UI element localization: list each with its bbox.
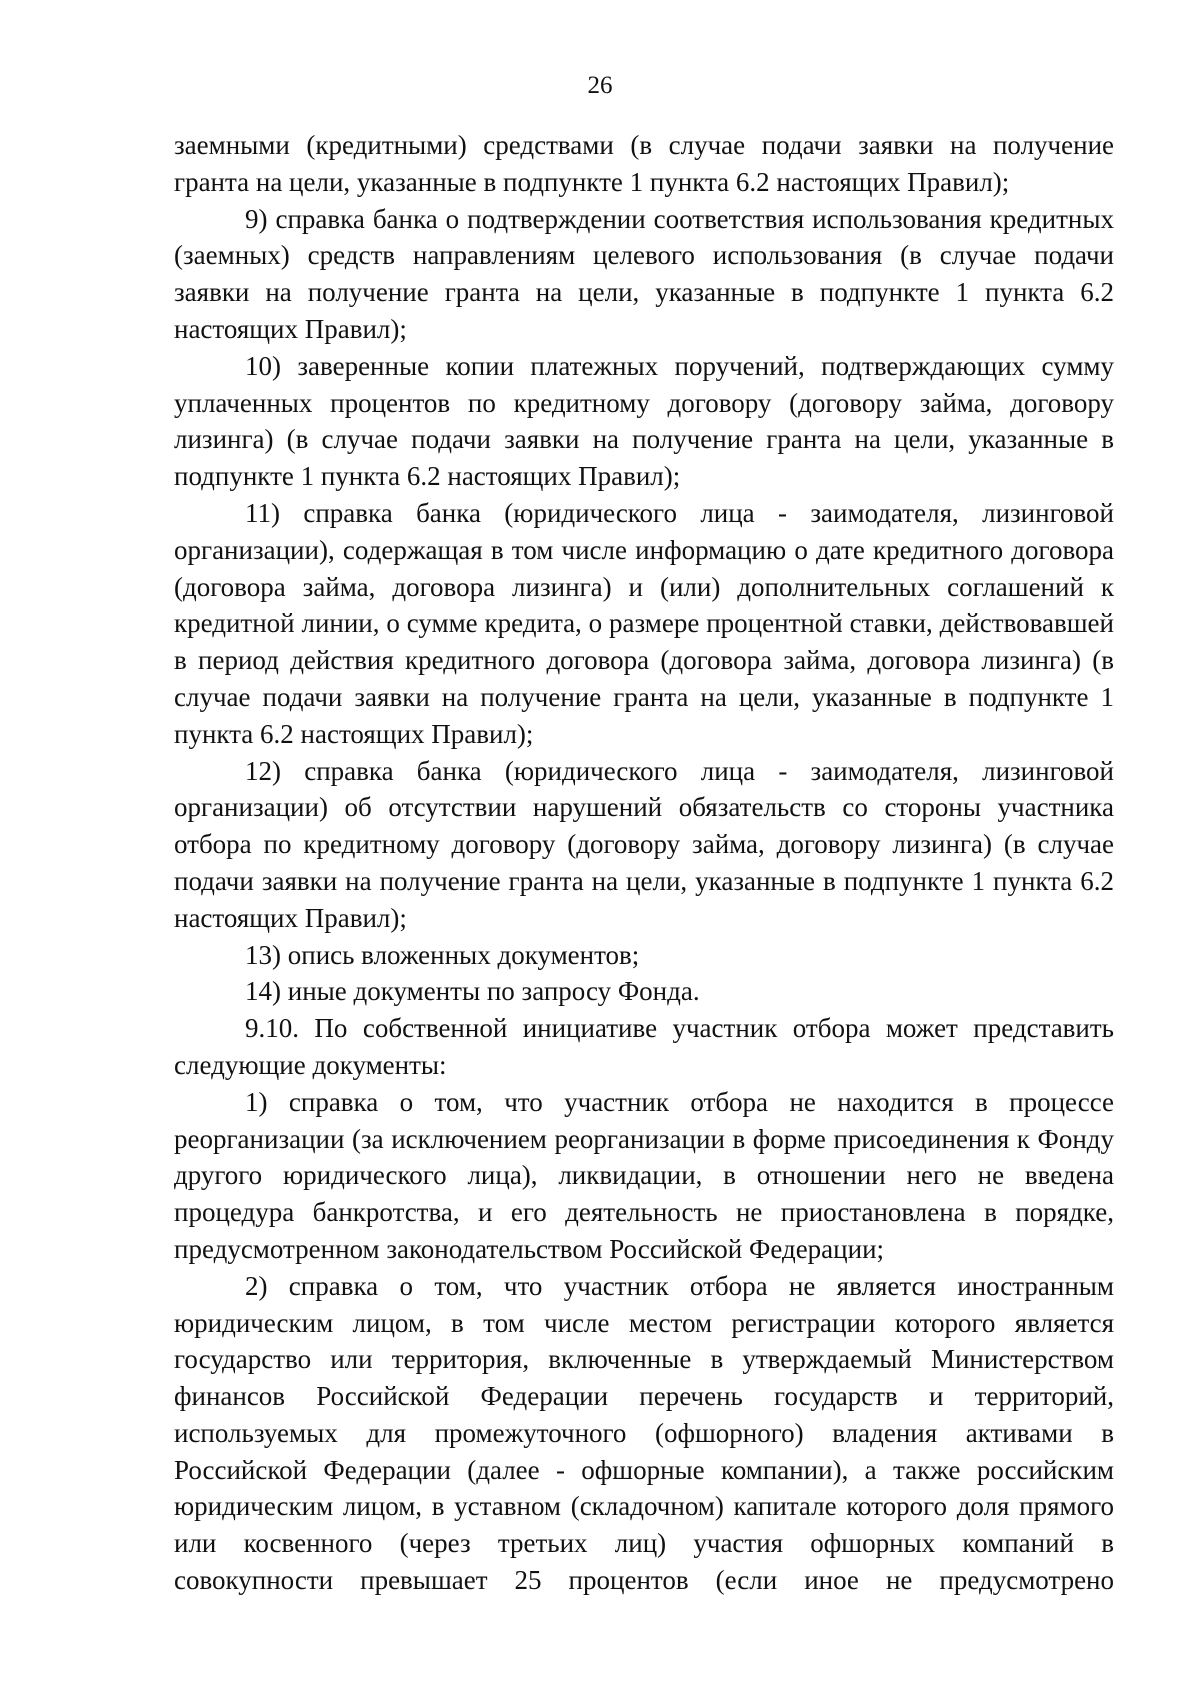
paragraph-section-9-10: 9.10. По собственной инициативе участник отбора может представить следующие документы: <box>174 1013 1114 1080</box>
paragraph-item-13: 13) опись вложенных документов; <box>245 939 640 970</box>
paragraph-subitem-2: 2) справка о том, что участник отбора не является иностранным юридическим лицом, в том числе местом регистрации которого является государство или территория, включенные в утверждаемый Министерством финансов Российской Федерации перечень государств и территорий, используемых для промежуточного (офшорного) владения активами в Российской Федерации (далее - офшорные компании), а также российским юридическим лицом, в уставном (складочном) капитале которого доля прямого или косвенного (через третьих лиц) участия офшорных компаний в совокупности превышает 25 процентов (если иное не предусмотрено <box>174 1270 1114 1596</box>
paragraph-item-9: 9) справка банка о подтверждении соответствия использования кредитных (заемных) средств направлениям целевого использования (в случае подачи заявки на получение гранта на цели, указанные в подпункте 1 пункта 6.2 настоящих Правил); <box>174 203 1114 344</box>
paragraph-item-14: 14) иные документы по запросу Фонда. <box>245 976 700 1007</box>
paragraph-subitem-1: 1) справка о том, что участник отбора не находится в процессе реорганизации (за исключением реорганизации в форме присоединения к Фонду другого юридического лица), ликвидации, в отношении него не введена процедура банкротства, и его деятельность не приостановлена в порядке, предусмотренном законодательством Российской Федерации; <box>174 1086 1114 1264</box>
paragraph-continuation: заемными (кредитными) средствами (в случае подачи заявки на получение гранта на цели, указанные в подпункте 1 пункта 6.2 настоящих Правил); <box>174 130 1114 197</box>
document-body <box>174 127 1114 1599</box>
paragraph-item-12: 12) справка банка (юридического лица - заимодателя, лизинговой организации) об отсутствии нарушений обязательств со стороны участника отбора по кредитному договору (договору займа, договору лизинга) (в случае подачи заявки на получение гранта на цели, указанные в подпункте 1 пункта 6.2 настоящих Правил); <box>174 755 1114 933</box>
paragraph-item-10: 10) заверенные копии платежных поручений, подтверждающих сумму уплаченных процентов по кредитному договору (договору займа, договору лизинга) (в случае подачи заявки на получение гранта на цели, указанные в подпункте 1 пункта 6.2 настоящих Правил); <box>174 350 1114 492</box>
paragraph-item-11: 11) справка банка (юридического лица - заимодателя, лизинговой организации), содержащая в том числе информацию о дате кредитного договора (договора займа, договора лизинга) и (или) дополнительных соглашений к кредитной линии, о сумме кредита, о размере процентной ставки, действовавшей в период действия кредитного договора (договора займа, договора лизинга) (в случае подачи заявки на получение гранта на цели, указанные в подпункте 1 пункта 6.2 настоящих Правил); <box>174 497 1114 749</box>
page-number: 26 <box>587 72 613 99</box>
